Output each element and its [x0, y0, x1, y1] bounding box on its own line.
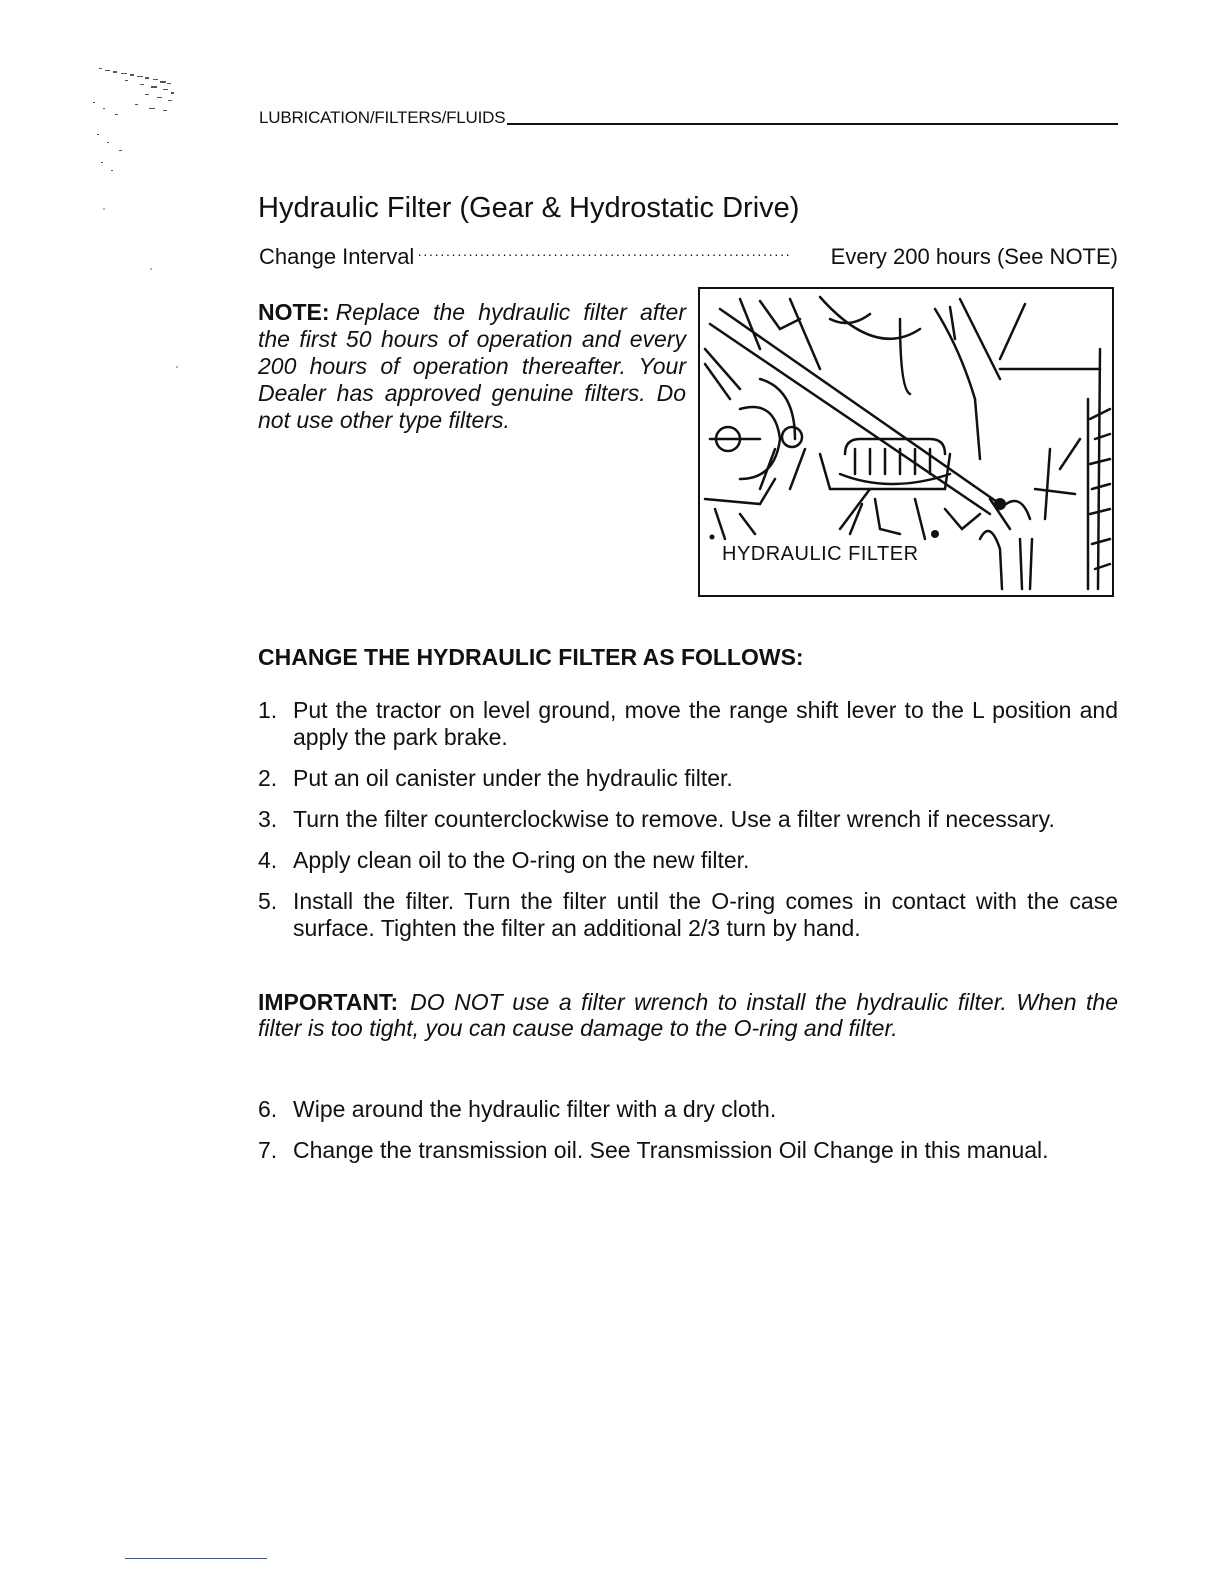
scan-dot — [150, 268, 152, 270]
step-text: Wipe around the hydraulic filter with a dry cloth. — [293, 1096, 777, 1122]
note-paragraph — [258, 299, 686, 434]
list-item — [258, 806, 1118, 833]
step-number: 5. — [258, 888, 278, 914]
steps-heading: CHANGE THE HYDRAULIC FILTER AS FOLLOWS: — [258, 644, 804, 670]
footer-rule — [125, 1558, 267, 1559]
figure-caption: HYDRAULIC FILTER — [720, 541, 923, 566]
steps-list-second — [258, 1096, 1118, 1164]
list-item — [258, 888, 1118, 942]
important-paragraph — [258, 989, 1118, 1041]
page-title: Hydraulic Filter (Gear & Hydrostatic Drive) — [258, 192, 800, 224]
hydraulic-filter-figure — [698, 287, 1114, 597]
section-header — [259, 106, 1118, 128]
scan-dot — [176, 366, 178, 368]
step-text: Apply clean oil to the O-ring on the new filter. — [293, 847, 750, 873]
scan-dot — [103, 208, 105, 210]
list-item — [258, 1137, 1118, 1164]
interval-value: Every 200 hours (See NOTE) — [830, 244, 1118, 269]
steps-list-first — [258, 697, 1118, 942]
note-label: NOTE: — [258, 299, 330, 325]
step-number: 6. — [258, 1096, 278, 1122]
list-item — [258, 847, 1118, 874]
interval-label: Change Interval — [259, 244, 415, 269]
interval-leader-dots: ·································································· — [417, 246, 792, 262]
scan-speckle — [85, 62, 185, 192]
section-label: LUBRICATION/FILTERS/FLUIDS — [259, 108, 506, 127]
important-text: DO NOT use a filter wrench to install the hydraulic filter. When the filter is too tight, you can cause damage to the O-ring and filter. — [258, 989, 1118, 1041]
step-text: Turn the filter counterclockwise to remove. Use a filter wrench if necessary. — [293, 806, 1055, 832]
step-text: Put the tractor on level ground, move the range shift lever to the L position and apply the park brake. — [293, 697, 1118, 750]
step-text: Put an oil canister under the hydraulic filter. — [293, 765, 733, 791]
step-number: 4. — [258, 847, 278, 873]
step-text: Change the transmission oil. See Transmission Oil Change in this manual. — [293, 1137, 1049, 1163]
header-rule — [507, 123, 1118, 125]
list-item — [258, 697, 1118, 751]
step-number: 3. — [258, 806, 278, 832]
change-interval-row — [259, 244, 1118, 274]
step-number: 7. — [258, 1137, 278, 1163]
step-number: 2. — [258, 765, 278, 791]
note-text: Replace the hydraulic filter after the first 50 hours of operation and every 200 hours of operation thereafter. Your Dealer has approved genuine filters. Do not use other type filters. — [258, 299, 686, 433]
important-label: IMPORTANT: — [258, 989, 399, 1015]
step-number: 1. — [258, 697, 278, 723]
step-text: Install the filter. Turn the filter until the O-ring comes in contact with the case surface. Tighten the filter an additional 2/3 turn by hand. — [293, 888, 1118, 941]
list-item — [258, 765, 1118, 792]
list-item — [258, 1096, 1118, 1123]
